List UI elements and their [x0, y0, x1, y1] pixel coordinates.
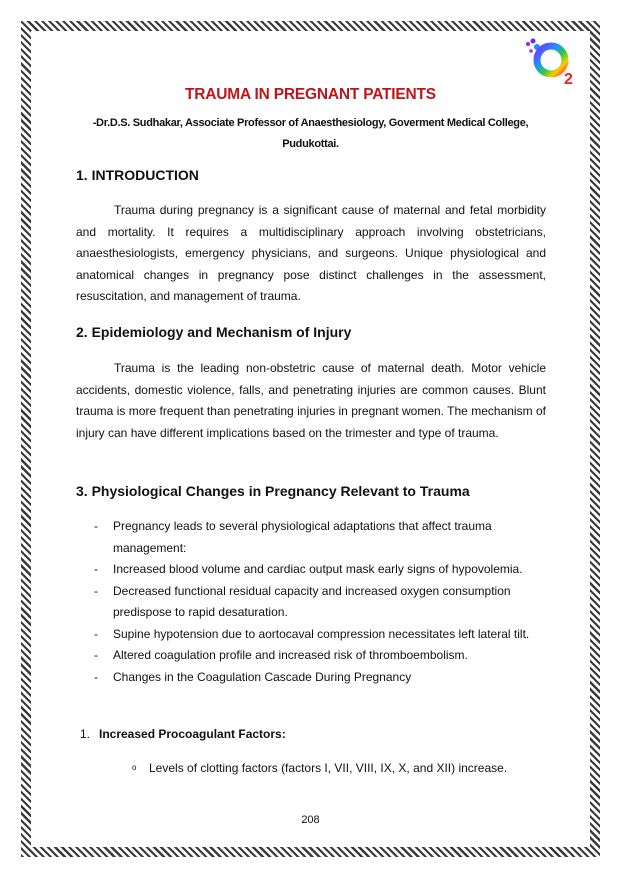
numbered-item-procoagulant — [80, 727, 286, 741]
list-item: - Altered coagulation profile and increased risk of thromboembolism. — [94, 645, 546, 667]
bullet-dash: - — [94, 626, 98, 641]
svg-text:2: 2 — [564, 71, 573, 88]
section-heading-epidemiology: 2. Epidemiology and Mechanism of Injury — [76, 324, 352, 340]
page-number: 208 — [301, 814, 320, 826]
physiological-changes-list — [94, 516, 546, 688]
list-item: - Changes in the Coagulation Cascade During Pregnancy — [94, 667, 546, 689]
list-item: - Decreased functional residual capacity and increased oxygen consumption predispose to rapid desaturation. — [94, 581, 546, 624]
list-item: - Supine hypotension due to aortocaval compression necessitates left lateral tilt. — [94, 624, 546, 646]
author-line — [80, 113, 541, 155]
sub-item-text: Levels of clotting factors (factors I, VII, VIII, IX, X, and XII) increase. — [149, 761, 508, 775]
section-heading-introduction: 1. INTRODUCTION — [76, 167, 199, 183]
sub-list-item — [132, 761, 507, 775]
bullet-dash: - — [94, 519, 98, 533]
bullet-dash: - — [94, 562, 98, 576]
section-heading-physiological-changes: 3. Physiological Changes in Pregnancy Relevant to Trauma — [76, 483, 470, 499]
bullet-dash: - — [94, 669, 98, 684]
introduction-paragraph: Trauma during pregnancy is a significant cause of maternal and fetal morbidity and mortality. It requires a multidisciplinary approach involving obstetricians, anaesthesiologists, emergency physicians, and surgeons. Unique physiological and anatomical changes in pregnancy pose distinct challenges in the assessment, resuscitation, and management of trauma. — [76, 203, 546, 303]
bullet-dash: - — [94, 648, 98, 662]
list-item: - Increased blood volume and cardiac output mask early signs of hypovolemia. — [94, 559, 546, 581]
item-text: Increased Procoagulant Factors: — [99, 727, 286, 741]
document-title: TRAUMA IN PREGNANT PATIENTS — [185, 86, 436, 103]
item-number: 1. — [80, 727, 91, 741]
author-name-affiliation: -Dr.D.S. Sudhakar, Associate Professor of Anaesthesiology, Goverment Medical College, — [92, 117, 529, 129]
circle-bullet-icon: o — [132, 763, 137, 772]
author-location: Pudukottai. — [282, 138, 339, 150]
bullet-dash: - — [94, 583, 98, 598]
epidemiology-paragraph: Trauma is the leading non-obstetric cause of maternal death. Motor vehicle accidents, domestic violence, falls, and penetrating injuries are common causes. Blunt trauma is more frequent than penetrating injuries in pregnant women. The mechanism of injury can have different implications based on the trimester and type of trauma. — [76, 361, 546, 440]
o2-logo — [524, 38, 580, 88]
list-item: - Pregnancy leads to several physiological adaptations that affect trauma management: — [94, 516, 546, 559]
